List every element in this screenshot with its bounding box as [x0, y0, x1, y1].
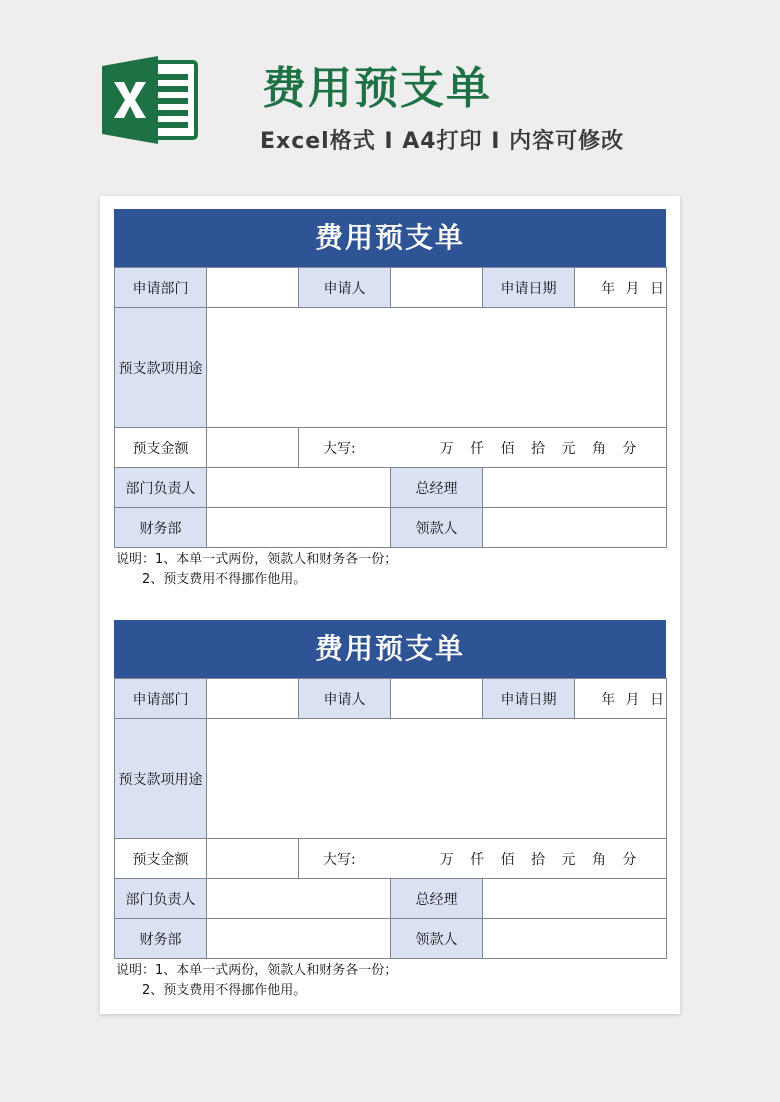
purpose-cell[interactable] [207, 308, 667, 428]
dept-head-cell[interactable] [207, 468, 391, 508]
date-cell[interactable]: 年 月 日 [575, 679, 667, 719]
gm-cell[interactable] [483, 879, 667, 919]
gm-label: 总经理 [391, 879, 483, 919]
table-row [115, 719, 667, 839]
uppercase-label: 大写: [323, 851, 356, 868]
finance-label: 财务部 [115, 919, 207, 959]
table-row [115, 679, 667, 719]
dept-head-label: 部门负责人 [115, 879, 207, 919]
dept-head-cell[interactable] [207, 879, 391, 919]
amount-uppercase-cell[interactable] [299, 839, 667, 879]
amount-label: 预支金额 [115, 839, 207, 879]
payee-cell[interactable] [483, 508, 667, 548]
note-line-1: 说明：1、本单一式两份，领款人和财务各一份； [116, 552, 398, 567]
date-label: 申请日期 [483, 268, 575, 308]
applicant-cell[interactable] [391, 679, 483, 719]
table-row [115, 508, 667, 548]
page-subtitle: Excel格式 I A4打印 I 内容可修改 [260, 129, 625, 154]
uppercase-label: 大写: [323, 440, 356, 457]
date-label: 申请日期 [483, 679, 575, 719]
payee-label: 领款人 [391, 508, 483, 548]
form-notes [116, 961, 666, 1001]
table-row [115, 468, 667, 508]
table-row [115, 919, 667, 959]
dept-head-label: 部门负责人 [115, 468, 207, 508]
note-line-1: 说明：1、本单一式两份，领款人和财务各一份； [116, 963, 398, 978]
payee-label: 领款人 [391, 919, 483, 959]
expense-advance-form [114, 209, 666, 590]
payee-cell[interactable] [483, 919, 667, 959]
expense-advance-form [114, 620, 666, 1001]
amount-units: 万 仟 佰 拾 元 角 分 [439, 851, 637, 868]
purpose-label: 预支款项用途 [115, 308, 207, 428]
gm-cell[interactable] [483, 468, 667, 508]
gm-label: 总经理 [391, 468, 483, 508]
purpose-cell[interactable] [207, 719, 667, 839]
table-row [115, 308, 667, 428]
form-title: 费用预支单 [114, 620, 666, 678]
excel-icon [100, 56, 200, 144]
amount-cell[interactable] [207, 428, 299, 468]
amount-label: 预支金额 [115, 428, 207, 468]
amount-cell[interactable] [207, 839, 299, 879]
form-table [114, 267, 667, 548]
dept-cell[interactable] [207, 679, 299, 719]
amount-units: 万 仟 佰 拾 元 角 分 [439, 440, 637, 457]
finance-label: 财务部 [115, 508, 207, 548]
amount-uppercase-cell[interactable] [299, 428, 667, 468]
dept-label: 申请部门 [115, 268, 207, 308]
page-header [0, 0, 780, 195]
dept-label: 申请部门 [115, 679, 207, 719]
date-cell[interactable]: 年 月 日 [575, 268, 667, 308]
table-row [115, 268, 667, 308]
form-notes [116, 550, 666, 590]
finance-cell[interactable] [207, 508, 391, 548]
note-line-2: 2、预支费用不得挪作他用。 [142, 572, 307, 587]
applicant-cell[interactable] [391, 268, 483, 308]
note-line-2: 2、预支费用不得挪作他用。 [142, 983, 307, 998]
dept-cell[interactable] [207, 268, 299, 308]
document-page [100, 196, 680, 1014]
table-row [115, 428, 667, 468]
applicant-label: 申请人 [299, 679, 391, 719]
table-row [115, 839, 667, 879]
table-row [115, 879, 667, 919]
form-title: 费用预支单 [114, 209, 666, 267]
purpose-label: 预支款项用途 [115, 719, 207, 839]
page-title: 费用预支单 [262, 63, 492, 114]
form-table [114, 678, 667, 959]
applicant-label: 申请人 [299, 268, 391, 308]
finance-cell[interactable] [207, 919, 391, 959]
